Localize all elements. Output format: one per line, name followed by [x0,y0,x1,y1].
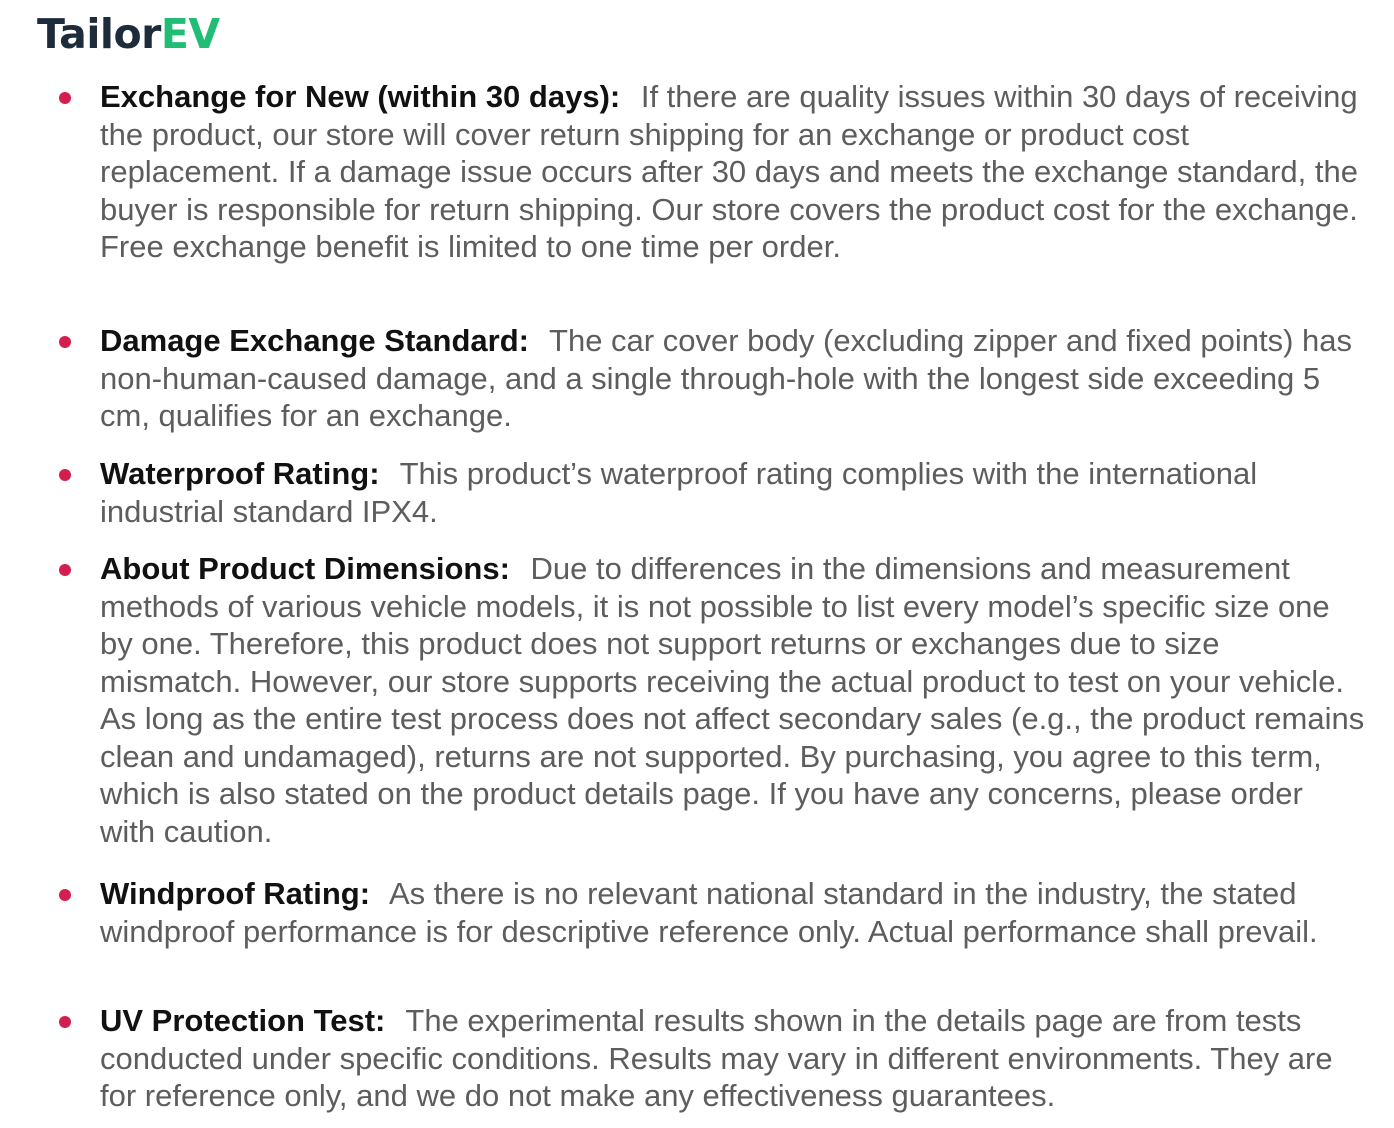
logo-text-ev: EV [160,10,220,58]
logo-text-tailor: Tailor [37,10,161,58]
policy-item-windproof [100,875,1366,950]
policy-heading: Windproof Rating: [100,876,371,911]
policy-heading: Exchange for New (within 30 days): [100,79,621,114]
policy-text: As there is no relevant national standard in the industry, the stated windproof performance is for descriptive reference only. Actual performance shall prevail. [100,876,1318,949]
policy-heading: About Product Dimensions: [100,551,510,586]
policy-heading: UV Protection Test: [100,1003,386,1038]
policy-item-waterproof [100,455,1366,530]
policy-text: The experimental results shown in the details page are from tests conducted under specific conditions. Results may vary in different environments. They are for reference only, and we do not make any effectiveness guarantees. [100,1003,1333,1113]
policy-item-dimensions [100,550,1366,850]
policy-text: Due to differences in the dimensions and measurement methods of various vehicle models, it is not possible to list every model’s specific size one by one. Therefore, this product does not support returns or exchanges due to size mismatch. However, our store supports receiving the actual product to test on your vehicle. As long as the entire test process does not affect secondary sales (e.g., the product remains clean and undamaged), returns are not supported. By purchasing, you agree to this term, which is also stated on the product details page. If you have any concerns, please order with caution. [100,551,1365,849]
policy-item-exchange-new [100,78,1366,266]
policy-text: This product’s waterproof rating complies with the international industrial standard IPX4. [100,456,1258,529]
policy-text: The car cover body (excluding zipper and fixed points) has non-human-caused damage, and a single through-hole with the longest side exceeding 5 cm, qualifies for an exchange. [100,323,1353,433]
bullet-icon [59,469,71,481]
policy-heading: Waterproof Rating: [100,456,380,491]
bullet-icon [59,564,71,576]
bullet-icon [59,92,71,104]
bullet-icon [59,1016,71,1028]
policy-heading: Damage Exchange Standard: [100,323,529,358]
bullet-icon [59,889,71,901]
policy-item-damage-exchange [100,322,1366,435]
bullet-icon [59,336,71,348]
policy-item-uv-protection [100,1002,1366,1115]
policy-text: If there are quality issues within 30 days of receiving the product, our store will cover return shipping for an exchange or product cost replacement. If a damage issue occurs after 30 days and meets the exchange standard, the buyer is responsible for return shipping. Our store covers the product cost for the exchange. Free exchange benefit is limited to one time per order. [100,79,1358,264]
